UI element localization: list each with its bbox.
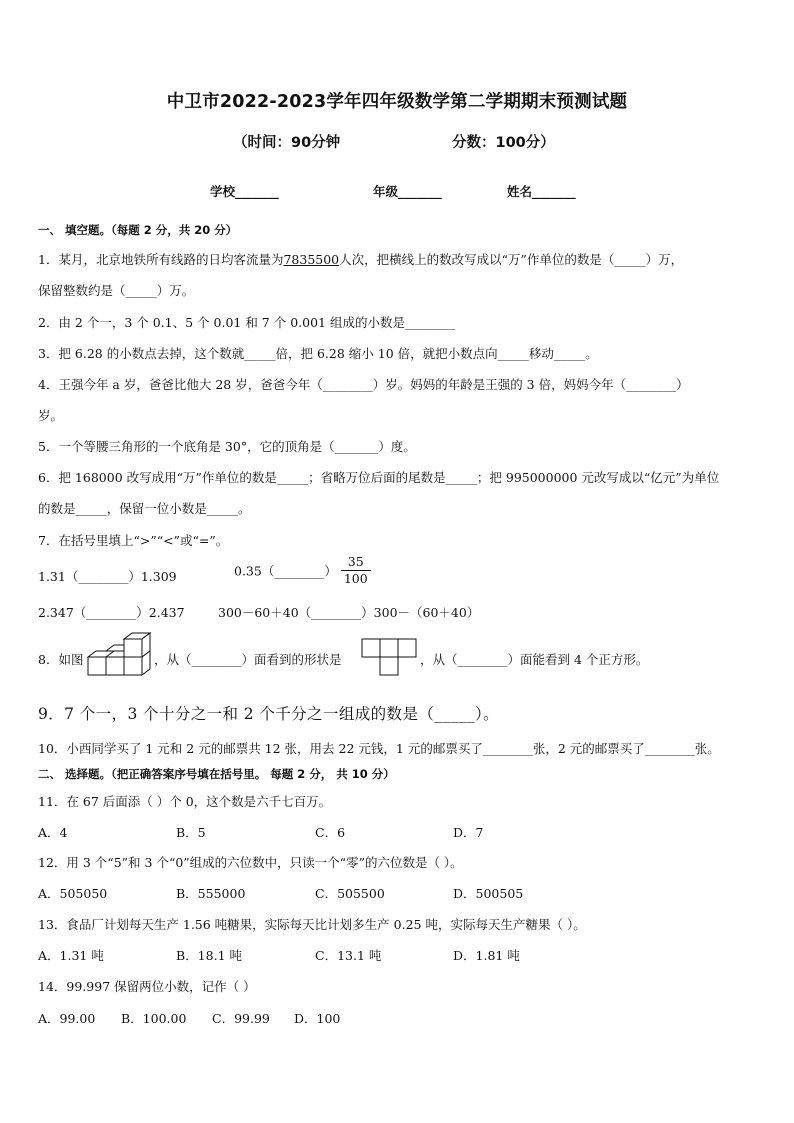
fraction-35-100 <box>341 554 371 587</box>
fraction-denominator: 100 <box>343 571 368 586</box>
section-heading-multiple-choice: 二、 选择题。（把正确答案序号填在括号里。 每题 2 分， 共 10 分） <box>38 767 395 781</box>
cube-front-face <box>124 639 142 657</box>
name-field: 姓名_______ <box>507 184 576 199</box>
question-14-option-b: B．100.00 <box>121 1011 187 1026</box>
question-6-line-2: 的数是_____，保留一位小数是_____。 <box>38 501 251 516</box>
question-14-option-c: C．99.99 <box>212 1011 270 1026</box>
exam-score: 分数：100分） <box>452 135 555 151</box>
question-1-line-2: 保留整数约是（_____）万。 <box>38 283 195 298</box>
question-13-option-c: C．13.1 吨 <box>315 948 382 963</box>
square <box>380 657 398 675</box>
question-13-option-d: D．1.81 吨 <box>453 948 520 963</box>
question-1-line-1 <box>38 250 683 268</box>
question-12-option-d: D．500505 <box>453 886 524 901</box>
section-heading-fill-blank: 一、 填空题。（每题 2 分，共 20 分） <box>38 223 238 237</box>
question-6-line-1: 6．把 168000 改写成用“万”作单位的数是_____；省略万位后面的尾数是_____；把 995000000 元改写成以“亿元”为单位 <box>38 470 720 485</box>
question-4-line-1: 4．王强今年 a 岁，爸爸比他大 28 岁，爸爸今年（________）岁。妈妈的年龄是王强的 3 倍，妈妈今年（________） <box>38 377 689 392</box>
question-8-text-c: ，从（________）面能看到 4 个正方形。 <box>420 652 649 667</box>
question-2: 2．由 2 个一，3 个 0.1、5 个 0.01 和 7 个 0.001 组成的小数是________ <box>38 315 455 330</box>
square <box>362 639 380 657</box>
view-shape-figure <box>362 638 418 678</box>
question-9: 9．7 个一，3 个十分之一和 2 个千分之一组成的数是（_____）。 <box>38 705 500 723</box>
question-12: 12．用 3 个“5”和 3 个“0”组成的六位数中，只读一个“零”的六位数是（ ）。 <box>38 855 463 870</box>
question-4-line-2: 岁。 <box>38 408 64 423</box>
question-1-text-b: 人次，把横线上的数改写成以“万”作单位的数是（_____）万， <box>339 252 684 267</box>
question-7-compare-4: 300－60＋40（________）300－（60＋40） <box>218 605 480 620</box>
school-field: 学校_______ <box>210 184 279 199</box>
question-7-compare-3: 2.347（________）2.437 <box>38 605 185 620</box>
cube-front-face <box>88 657 106 675</box>
square <box>398 639 416 657</box>
question-11-option-c: C．6 <box>315 825 346 840</box>
square <box>380 639 398 657</box>
cube-top-face <box>106 645 124 651</box>
question-14-option-d: D．100 <box>294 1011 341 1026</box>
grade-field: 年级_______ <box>373 184 442 199</box>
question-11-option-a: A．4 <box>38 825 68 840</box>
question-10: 10．小西同学买了 1 元和 2 元的邮票共 12 张，用去 22 元钱，1 元的邮票买了________张，2 元的邮票买了________张。 <box>38 741 720 756</box>
question-13-option-a: A．1.31 吨 <box>38 948 104 963</box>
question-3: 3．把 6.28 的小数点去掉，这个数就_____倍，把 6.28 缩小 10 倍，就把小数点向_____移动_____。 <box>38 346 598 361</box>
question-12-option-a: A．505050 <box>38 886 108 901</box>
cube-front-face <box>124 657 142 675</box>
question-5: 5．一个等腰三角形的一个底角是 30°，它的顶角是（_______）度。 <box>38 439 416 454</box>
cube-front-face <box>106 657 124 675</box>
question-11-option-b: B．5 <box>176 825 206 840</box>
question-14-option-a: A．99.00 <box>38 1011 96 1026</box>
question-13-option-b: B．18.1 吨 <box>176 948 242 963</box>
exam-time: （时间：90分钟 <box>233 135 341 151</box>
cube-stack-figure <box>86 631 154 675</box>
question-8-text-a: 8．如图 <box>38 652 84 667</box>
question-1-number: 7835500 <box>283 252 340 267</box>
question-12-option-b: B．555000 <box>176 886 246 901</box>
question-12-option-c: C．505500 <box>315 886 385 901</box>
question-7-compare-1: 1.31（________）1.309 <box>38 569 177 584</box>
question-11-option-d: D．7 <box>453 825 484 840</box>
question-8-text-b: ，从（________）面看到的形状是 <box>154 652 342 667</box>
question-7-compare-2 <box>234 554 371 587</box>
question-14: 14．99.997 保留两位小数，记作（ ） <box>38 979 256 994</box>
fraction-numerator: 35 <box>341 554 371 571</box>
question-7-compare-2-left: 0.35（________） <box>234 563 337 579</box>
page-title: 中卫市2022-2023学年四年级数学第二学期期末预测试题 <box>166 92 628 112</box>
question-1-text-a: 1．某月，北京地铁所有线路的日均客流量为 <box>38 252 284 267</box>
question-11: 11．在 67 后面添（ ）个 0，这个数是六千七百万。 <box>38 794 332 809</box>
question-7: 7．在括号里填上“>”“<”或“=”。 <box>38 533 229 548</box>
question-13: 13．食品厂计划每天生产 1.56 吨糖果，实际每天比计划多生产 0.25 吨，实际每天生产糖果（ ）。 <box>38 917 586 932</box>
